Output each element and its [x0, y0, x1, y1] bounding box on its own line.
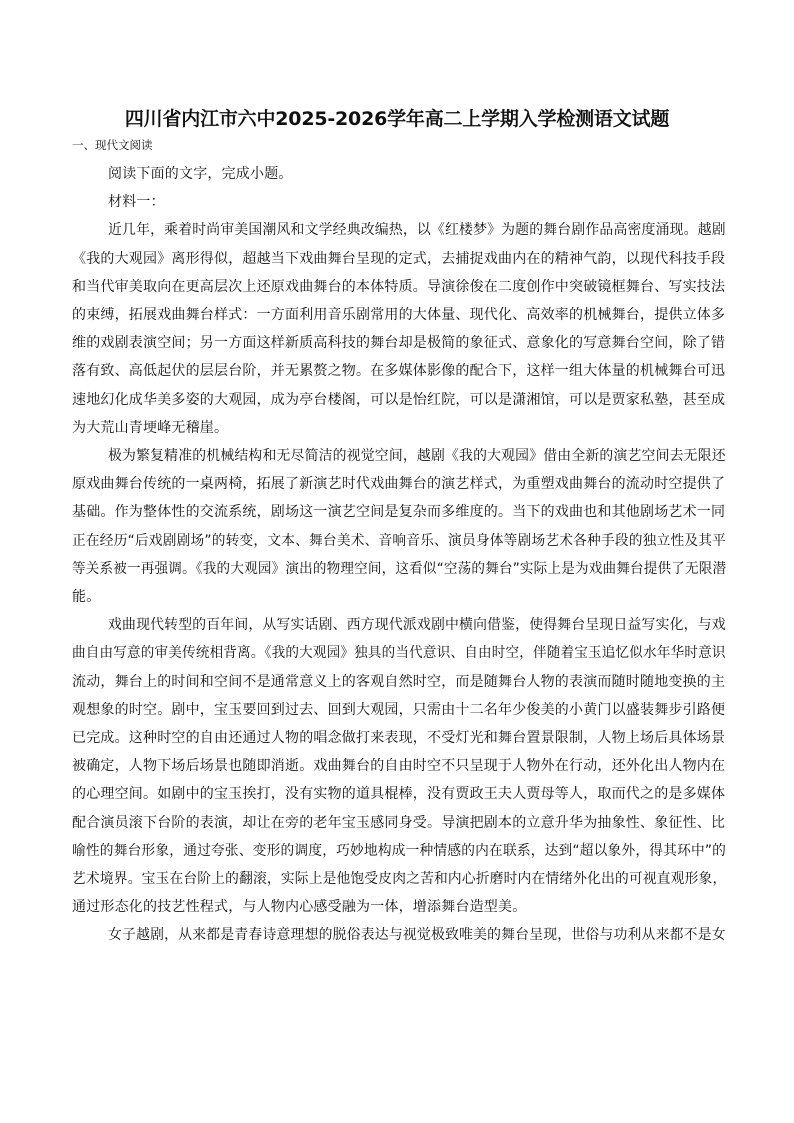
paragraph-line: 为大荒山青埂峰无稽崖。 — [72, 419, 229, 436]
paragraph-line: 戏曲现代转型的百年间，从写实话剧、西方现代派戏剧中横向借鉴，使得舞台呈现日益写实化，与戏 — [108, 617, 726, 634]
paragraph-line: 等关系被一再强调。《我的大观园》演出的物理空间，这看似“空荡的舞台”实际上是为戏曲舞台提供了无限潜 — [72, 560, 727, 577]
paragraph-line: 《我的大观园》离形得似，超越当下戏曲舞台呈现的定式，去捕捉戏曲内在的精神气韵，以现代科技手段 — [72, 250, 726, 267]
paragraph-line: 配合演员滚下台阶的表演，却让在旁的老年宝玉感同身受。导演把剧本的立意升华为抽象性、象征性、比 — [72, 814, 726, 831]
paragraph-line: 喻性的舞台形象，通过夸张、变形的调度，巧妙地构成一种情感的内在联系，达到“超以象外，得其环中”的 — [72, 842, 727, 859]
paragraph-line: 已完成。这种时空的自由还通过人物的唱念做打来表现，不受灯光和舞台置景限制，人物上场后具体场景 — [72, 730, 726, 746]
paragraph-line: 通过形态化的技艺性程式，与人物内心感受融为一体，增添舞台造型美。 — [72, 899, 527, 916]
section-heading: 一、现代文阅读 — [72, 138, 153, 152]
paragraph-line: 近几年，乘着时尚审美国潮风和文学经典改编热，以《红楼梦》为题的舞台剧作品高密度涌现。越剧 — [108, 222, 726, 239]
paragraph-line: 基础。作为整体性的交流系统，剧场这一演艺空间是复杂而多维度的。当下的戏曲也和其他剧场艺术一同 — [72, 504, 726, 521]
paragraph-line: 维的戏剧表演空间；另一方面这样新质高科技的舞台却是极简的象征式、意象化的写意舞台空间，除了错 — [72, 335, 726, 352]
paragraph-line: 女子越剧，从来都是青春诗意理想的脱俗表达与视觉极致唯美的舞台呈现，世俗与功利从来都不是女 — [108, 927, 726, 944]
page-title: 四川省内江市六中2025-2026学年高二上学期入学检测语文试题 — [124, 108, 670, 130]
paragraph-line: 艺术境界。宝玉在台阶上的翻滚，实际上是他饱受皮肉之苦和内心折磨时内在情绪外化出的可视直观形象， — [72, 871, 727, 887]
paragraph-line: 和当代审美取向在更高层次上还原戏曲舞台的本体特质。导演徐俊在二度创作中突破镜框舞台、写实技法 — [72, 278, 726, 295]
paragraph-line: 被确定，人物下场后场景也随即消逝。戏曲舞台的自由时空不只呈现于人物外在行动，还外化出人物内在 — [72, 758, 726, 775]
paragraph-line: 观想象的时空。剧中，宝玉要回到过去、回到大观园，只需由十二名年少俊美的小黄门以盛装舞步引路便 — [72, 701, 726, 718]
paragraph-line: 的心理空间。如剧中的宝玉挨打，没有实物的道具棍棒，没有贾政王夫人贾母等人，取而代之的是多媒体 — [72, 786, 726, 803]
paragraph-line: 落有致、高低起伏的层层台阶，并无累赘之物。在多媒体影像的配合下，这样一组大体量的机械舞台可迅 — [72, 363, 726, 380]
paragraph-line: 极为繁复精准的机械结构和无尽简洁的视觉空间，越剧《我的大观园》借由全新的演艺空间去无限还 — [108, 448, 726, 464]
intro-text: 阅读下面的文字，完成小题。 — [108, 166, 293, 182]
paragraph-line: 曲自由写意的审美传统相背离。《我的大观园》独具的当代意识、自由时空，伴随着宝玉追忆似水年华时意识 — [72, 645, 726, 662]
paragraph-line: 的束缚，拓展戏曲舞台样式：一方面利用音乐剧常用的大体量、现代化、高效率的机械舞台，提供立体多 — [72, 307, 726, 323]
paragraph-line: 流动，舞台上的时间和空间不是通常意义上的客观自然时空，而是随舞台人物的表演而随时随地变换的主 — [72, 673, 726, 690]
material-label: 材料一： — [108, 194, 165, 211]
paragraph-line: 正在经历“后戏剧剧场”的转变，文本、舞台美术、音响音乐、演员身体等剧场艺术各种手段的独立性及其平 — [72, 532, 727, 549]
paragraph-line: 速地幻化成华美多姿的大观园，成为亭台楼阁，可以是怡红院，可以是潇湘馆，可以是贾家私塾，甚至成 — [72, 391, 726, 408]
paragraph-line: 原戏曲舞台传统的一桌两椅，拓展了新演艺时代戏曲舞台的演艺样式，为重塑戏曲舞台的流动时空提供了 — [72, 476, 726, 493]
paragraph-line: 能。 — [72, 589, 101, 605]
